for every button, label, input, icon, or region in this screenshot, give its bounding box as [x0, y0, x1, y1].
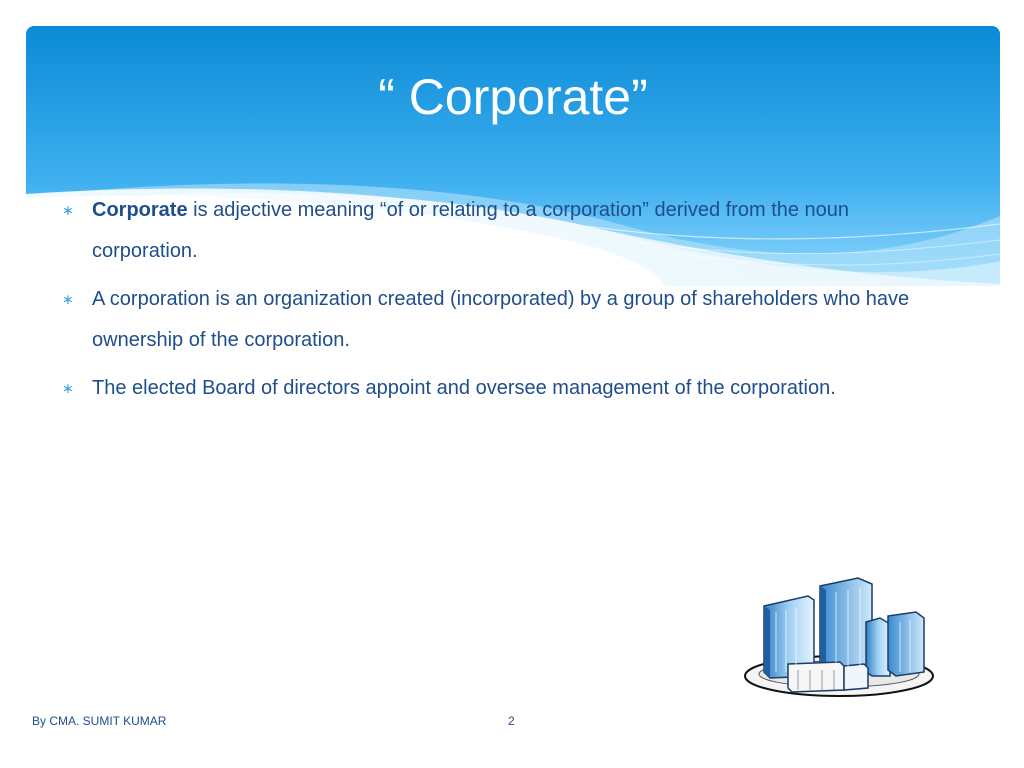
- bullet-text: is adjective meaning “of or relating to a corporation” derived from the noun corporation.: [92, 199, 850, 262]
- bullet-item: [60, 279, 940, 361]
- page-number: 2: [508, 714, 515, 728]
- bullet-text: The elected Board of directors appoint and oversee management of the corporation.: [92, 377, 836, 399]
- bullet-asterisk-icon: ∗: [62, 202, 74, 218]
- slide-title: “ Corporate”: [378, 69, 648, 125]
- bullet-item: [60, 368, 940, 409]
- bullet-bold-term: Corporate: [92, 199, 188, 221]
- footer-author: By CMA. SUMIT KUMAR: [32, 714, 167, 728]
- bullet-asterisk-icon: ∗: [62, 380, 74, 396]
- bullet-asterisk-icon: ∗: [62, 291, 74, 307]
- bullet-text: A corporation is an organization created (incorporated) by a group of shareholders who have ownership of the corporation.: [92, 288, 910, 351]
- office-buildings-icon: [740, 572, 938, 698]
- bullet-item: [60, 190, 940, 272]
- bullet-list: [60, 190, 940, 416]
